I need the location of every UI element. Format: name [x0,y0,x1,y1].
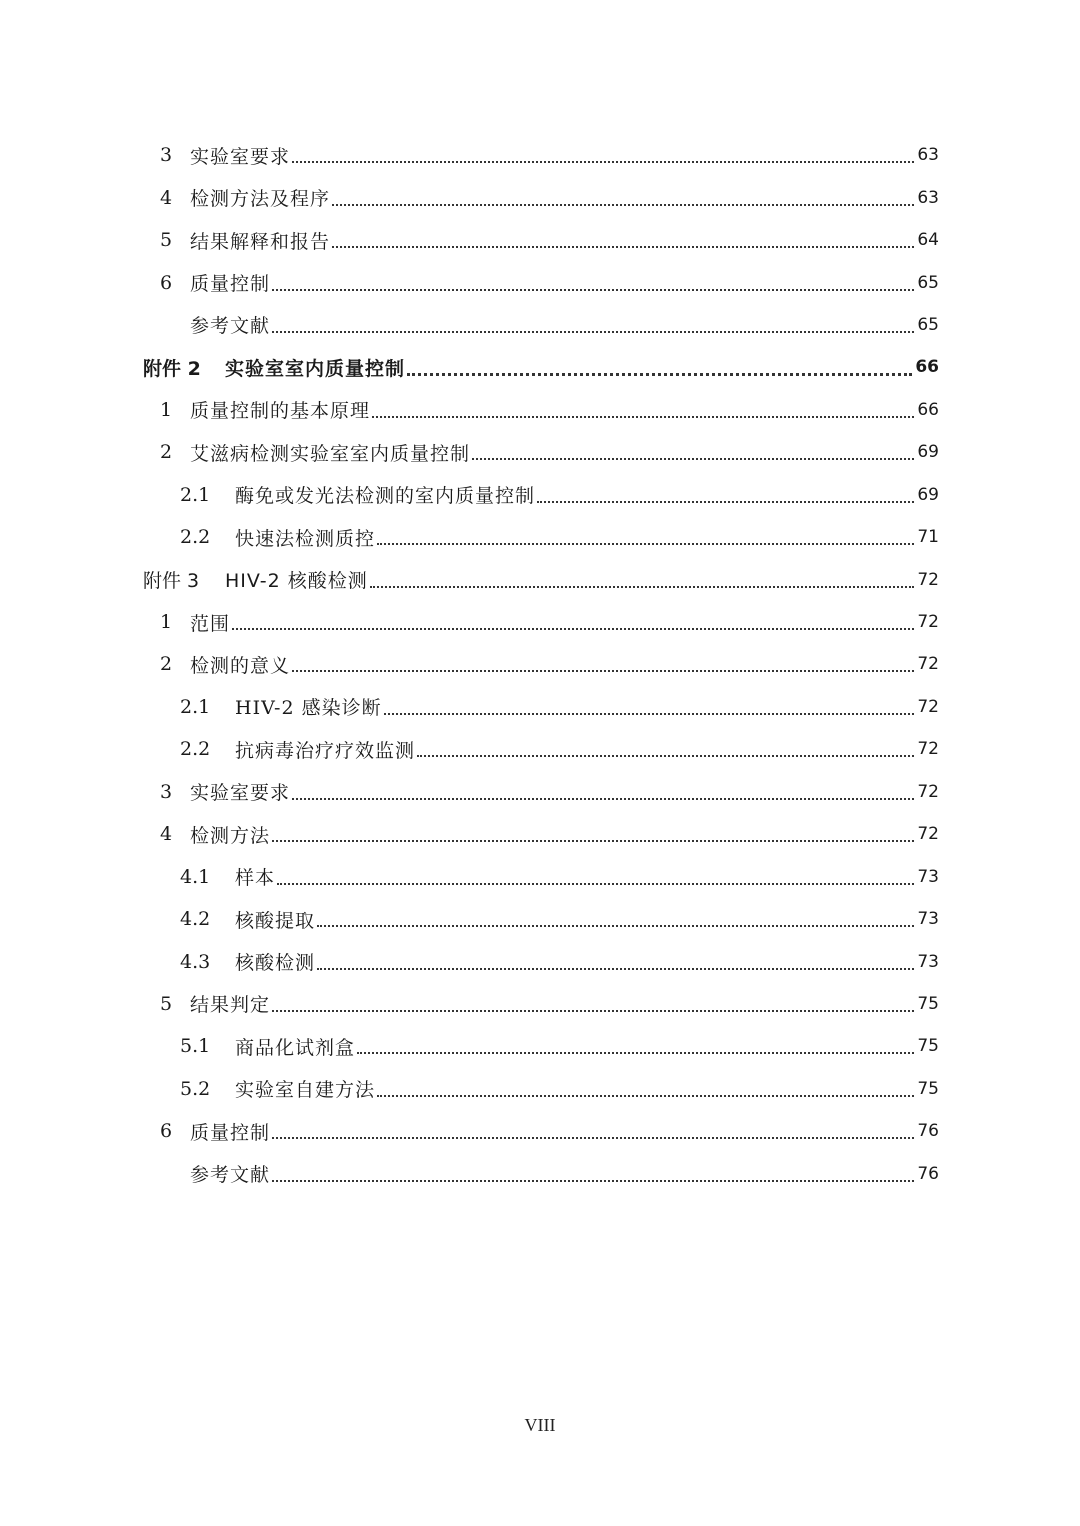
toc-entry-title: 范围 [190,612,231,635]
toc-entry-number: 4 [160,823,173,846]
toc-section-entry[interactable] [160,643,939,685]
toc-dot-leader [407,373,912,376]
toc-entry-number: 5 [160,992,173,1015]
toc-dot-leader [292,798,914,800]
toc-entry-title: 抗病毒治疗疗效监测 [235,739,416,762]
toc-dot-leader [372,416,914,418]
toc-section-entry[interactable] [160,261,939,303]
toc-entry-number: 4.2 [180,908,211,931]
toc-dot-leader [417,755,914,757]
toc-dot-leader [272,1010,914,1012]
toc-entry-page: 63 [917,145,939,166]
toc-entry-page: 63 [917,187,939,208]
toc-chapter-entry[interactable] [143,346,939,388]
toc-entry-title: 酶免或发光法检测的室内质量控制 [235,485,536,508]
toc-dot-leader [377,1095,914,1097]
toc-entry-page: 76 [917,1163,939,1184]
toc-entry-title: 核酸检测 [235,952,316,975]
toc-entry-title: 参考文献 [190,315,271,338]
toc-entry-title: 实验室要求 [190,145,291,168]
toc-dot-leader [537,501,914,503]
toc-entry-number: 2 [160,653,173,676]
toc-section-entry[interactable] [160,134,939,176]
toc-subsection-entry[interactable] [180,1068,939,1110]
table-of-contents [0,134,1080,1195]
toc-entry-page: 66 [917,399,939,420]
toc-entry-number: 5 [160,229,173,252]
toc-dot-leader [272,289,914,291]
toc-dot-leader [332,204,914,206]
toc-entry-title: HIV-2 感染诊断 [235,697,382,720]
toc-entry-title: 检测的意义 [190,654,291,677]
toc-dot-leader [272,840,914,842]
toc-entry-page: 75 [917,1036,939,1057]
toc-entry-page: 72 [917,696,939,717]
toc-section-entry[interactable] [160,431,939,473]
toc-section-entry[interactable] [160,1153,939,1195]
toc-entry-page: 72 [917,739,939,760]
toc-entry-page: 65 [917,272,939,293]
toc-entry-title: 质量控制 [190,1121,271,1144]
toc-entry-title: 检测方法 [190,824,271,847]
toc-dot-leader [317,968,914,970]
toc-subsection-entry[interactable] [180,686,939,728]
toc-entry-number: 4.1 [180,865,211,888]
toc-entry-title: 实验室室内质量控制 [225,357,406,380]
toc-entry-title: 结果解释和报告 [190,230,331,253]
toc-entry-number: 5.1 [180,1035,211,1058]
toc-entry-page: 64 [917,230,939,251]
toc-entry-page: 65 [917,314,939,335]
toc-entry-number: 4.3 [180,950,211,973]
toc-entry-title: 快速法检测质控 [235,527,376,550]
toc-entry-title: 商品化试剂盒 [235,1036,356,1059]
toc-entry-page: 69 [917,484,939,505]
toc-subsection-entry[interactable] [180,474,939,516]
toc-dot-leader [272,1180,914,1182]
toc-dot-leader [272,1137,914,1139]
toc-section-entry[interactable] [160,304,939,346]
toc-entry-title: 核酸提取 [235,909,316,932]
toc-dot-leader [292,161,914,163]
toc-entry-page: 73 [917,866,939,887]
toc-entry-page: 75 [917,993,939,1014]
toc-section-entry[interactable] [160,1110,939,1152]
toc-entry-number: 5.2 [180,1077,211,1100]
toc-subsection-entry[interactable] [180,1025,939,1067]
toc-dot-leader [292,670,914,672]
toc-dot-leader [377,543,914,545]
toc-entry-page: 72 [917,612,939,633]
toc-entry-number: 6 [160,1120,173,1143]
toc-dot-leader [472,458,914,460]
toc-entry-page: 72 [917,824,939,845]
toc-entry-title: 质量控制的基本原理 [190,400,371,423]
toc-entry-page: 72 [917,569,939,590]
toc-entry-page: 75 [917,1078,939,1099]
toc-entry-page: 71 [917,527,939,548]
toc-section-entry[interactable] [160,983,939,1025]
toc-dot-leader [277,883,914,885]
toc-dot-leader [357,1052,914,1054]
toc-entry-number: 2.1 [180,695,211,718]
toc-entry-page: 72 [917,781,939,802]
toc-subsection-entry[interactable] [180,855,939,897]
toc-entry-page: 72 [917,654,939,675]
toc-section-entry[interactable] [160,771,939,813]
toc-entry-title: 质量控制 [190,273,271,296]
toc-entry-number: 2.1 [180,483,211,506]
toc-section-entry[interactable] [160,813,939,855]
toc-subsection-entry[interactable] [180,940,939,982]
toc-entry-title: 样本 [235,867,276,890]
toc-entry-page: 73 [917,909,939,930]
toc-entry-number: 2 [160,441,173,464]
toc-subsection-entry[interactable] [180,516,939,558]
toc-dot-leader [317,925,914,927]
toc-entry-number: 4 [160,186,173,209]
toc-entry-page: 66 [915,357,939,378]
toc-entry-page: 76 [917,1121,939,1142]
toc-dot-leader [332,246,914,248]
toc-section-entry[interactable] [160,389,939,431]
toc-entry-number: 2.2 [180,526,211,549]
toc-section-entry[interactable] [160,601,939,643]
page-number: VIII [524,1415,556,1435]
toc-entry-number: 1 [160,611,173,634]
toc-entry-title: 参考文献 [190,1164,271,1187]
toc-entry-title: 检测方法及程序 [190,188,331,211]
toc-dot-leader [272,331,914,333]
toc-entry-number: 3 [160,780,173,803]
toc-section-entry[interactable] [160,219,939,261]
toc-subsection-entry[interactable] [180,898,939,940]
toc-dot-leader [370,586,915,588]
toc-entry-title: 艾滋病检测实验室室内质量控制 [190,442,471,465]
toc-entry-title: HIV-2 核酸检测 [225,570,368,593]
toc-entry-page: 69 [917,442,939,463]
toc-chapter-entry[interactable] [143,558,939,600]
toc-entry-page: 73 [917,951,939,972]
toc-entry-title: 实验室要求 [190,782,291,805]
toc-entry-number: 附件 3 [143,570,200,593]
toc-entry-number: 1 [160,398,173,421]
toc-entry-number: 3 [160,144,173,167]
toc-entry-number: 附件 2 [143,357,201,380]
toc-dot-leader [384,713,915,715]
toc-dot-leader [232,628,914,630]
toc-entry-title: 实验室自建方法 [235,1079,376,1102]
toc-section-entry[interactable] [160,176,939,218]
toc-entry-number: 2.2 [180,738,211,761]
toc-entry-title: 结果判定 [190,994,271,1017]
toc-subsection-entry[interactable] [180,728,939,770]
toc-entry-number: 6 [160,271,173,294]
